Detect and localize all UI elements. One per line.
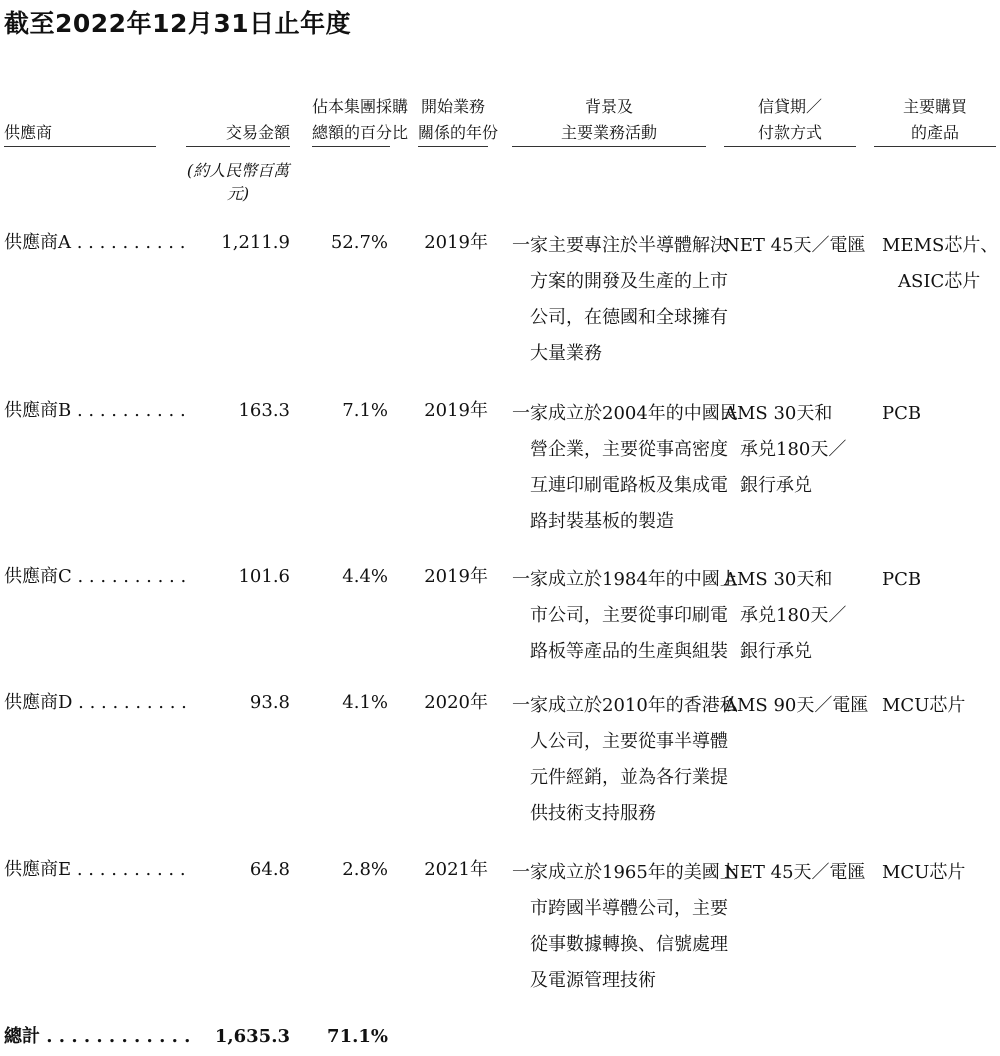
credit-line: NET 45天／電匯 <box>724 235 866 256</box>
background-line: 一家主要專注於半導體解決 <box>512 235 728 256</box>
unit-note: (約人民幣百萬元) <box>186 161 290 203</box>
transaction-amount: 64.8 <box>249 859 290 880</box>
background-line: 一家成立於2004年的中國民 <box>512 403 738 424</box>
main-products <box>882 688 998 724</box>
header-credit <box>724 84 856 147</box>
background-line: 路板等產品的生產與組裝 <box>530 641 728 662</box>
background-line: 及電源管理技術 <box>530 970 656 991</box>
header-year-line-1: 開始業務 <box>420 97 485 116</box>
product-line: MCU芯片 <box>882 695 966 716</box>
purchase-percentage: 4.1% <box>342 692 388 713</box>
product-line: MEMS芯片、 <box>882 235 999 256</box>
transaction-amount: 163.3 <box>238 400 290 421</box>
header-background <box>512 84 706 147</box>
supplier-name: 供應商C . . . . . . . . . . <box>4 566 187 587</box>
credit-terms <box>724 855 864 891</box>
page-title: 截至2022年12月31日止年度 <box>4 9 352 38</box>
product-line: PCB <box>882 403 922 424</box>
main-products <box>882 228 998 300</box>
background-description <box>512 396 738 540</box>
transaction-amount: 93.8 <box>249 692 290 713</box>
main-products <box>882 562 998 598</box>
background-description <box>512 688 738 832</box>
credit-line: 銀行承兑 <box>740 641 812 662</box>
header-credit-line-2: 付款方式 <box>757 123 822 142</box>
credit-line: AMS 30天和 <box>724 403 833 424</box>
header-percentage-line-1: 佔本集團採購 <box>312 97 409 116</box>
background-line: 營企業，主要從事高密度 <box>530 439 728 460</box>
header-percentage-line-2: 總額的百分比 <box>312 123 409 142</box>
purchase-percentage: 7.1% <box>342 400 388 421</box>
transaction-amount: 1,211.9 <box>221 232 290 253</box>
total-percentage: 71.1% <box>327 1026 388 1047</box>
relationship-year: 2019年 <box>424 232 488 253</box>
background-description <box>512 855 738 999</box>
background-line: 元件經銷，並為各行業提 <box>530 767 728 788</box>
credit-terms <box>724 228 864 264</box>
relationship-year: 2021年 <box>424 859 488 880</box>
header-amount-line: 交易金額 <box>225 123 290 142</box>
background-line: 公司，在德國和全球擁有 <box>530 307 728 328</box>
header-amount <box>186 84 290 147</box>
supplier-name: 供應商E . . . . . . . . . . <box>4 859 186 880</box>
supplier-name: 供應商A . . . . . . . . . . <box>4 232 186 253</box>
product-line: MCU芯片 <box>882 862 966 883</box>
background-line: 供技術支持服務 <box>530 803 656 824</box>
credit-line: NET 45天／電匯 <box>724 862 866 883</box>
header-background-line-2: 主要業務活動 <box>560 123 657 142</box>
background-line: 方案的開發及生產的上市 <box>530 271 728 292</box>
header-supplier <box>4 84 156 147</box>
background-line: 一家成立於1984年的中國上 <box>512 569 738 590</box>
credit-line: 承兑180天／ <box>740 605 847 626</box>
header-supplier-line: 供應商 <box>4 123 53 142</box>
header-year <box>418 84 499 147</box>
header-background-line-1: 背景及 <box>584 97 633 116</box>
credit-terms <box>724 562 864 670</box>
header-year-line-2: 關係的年份 <box>418 123 499 142</box>
background-description <box>512 562 738 670</box>
background-line: 互連印刷電路板及集成電 <box>530 475 728 496</box>
background-line: 市公司，主要從事印刷電 <box>530 605 728 626</box>
purchase-percentage: 4.4% <box>342 566 388 587</box>
total-label: 總計 . . . . . . . . . . . . <box>4 1026 191 1047</box>
header-products <box>874 84 996 147</box>
credit-line: AMS 90天／電匯 <box>724 695 869 716</box>
main-products <box>882 855 998 891</box>
credit-terms <box>724 688 869 724</box>
header-percentage <box>312 84 409 147</box>
credit-line: 承兑180天／ <box>740 439 847 460</box>
purchase-percentage: 2.8% <box>342 859 388 880</box>
background-line: 路封裝基板的製造 <box>530 511 674 532</box>
background-line: 大量業務 <box>530 343 602 364</box>
supplier-name: 供應商B . . . . . . . . . . <box>4 400 186 421</box>
main-products <box>882 396 998 432</box>
credit-line: 銀行承兑 <box>740 475 812 496</box>
purchase-percentage: 52.7% <box>330 232 388 253</box>
background-line: 人公司，主要從事半導體 <box>530 731 728 752</box>
header-products-line-2: 的產品 <box>910 123 959 142</box>
header-products-line-1: 主要購買 <box>902 97 967 116</box>
background-line: 一家成立於2010年的香港私 <box>512 695 738 716</box>
relationship-year: 2019年 <box>424 566 488 587</box>
credit-line: AMS 30天和 <box>724 569 833 590</box>
relationship-year: 2019年 <box>424 400 488 421</box>
supplier-name: 供應商D . . . . . . . . . . <box>4 692 187 713</box>
product-line: PCB <box>882 569 922 590</box>
product-line: ASIC芯片 <box>898 271 981 292</box>
background-description <box>512 228 728 372</box>
transaction-amount: 101.6 <box>238 566 290 587</box>
background-line: 市跨國半導體公司，主要 <box>530 898 728 919</box>
background-line: 一家成立於1965年的美國上 <box>512 862 738 883</box>
background-line: 從事數據轉換、信號處理 <box>530 934 728 955</box>
credit-terms <box>724 396 864 504</box>
header-credit-line-1: 信貸期／ <box>757 97 822 116</box>
total-amount: 1,635.3 <box>214 1026 290 1047</box>
relationship-year: 2020年 <box>424 692 488 713</box>
